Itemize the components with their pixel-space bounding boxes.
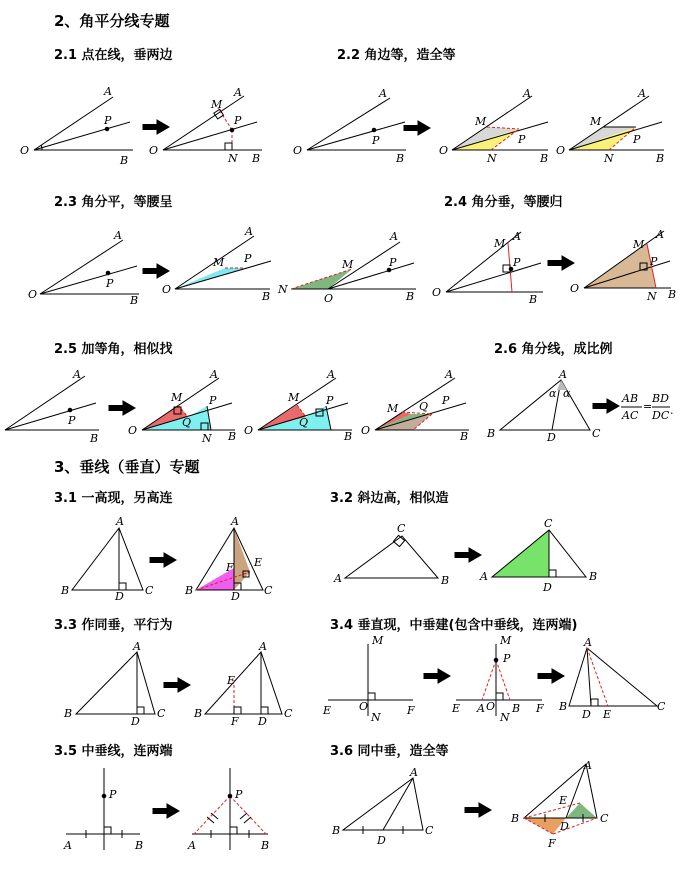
svg-text:D: D [377,834,386,847]
svg-text:O: O [556,144,566,157]
fig-2-2-c [569,96,664,150]
svg-text:E: E [323,704,332,717]
svg-text:A: A [114,229,122,242]
section-title-angle-bisector: 2、角平分线专题 [54,12,170,30]
svg-text:F: F [226,561,234,574]
svg-text:α: α [549,387,557,400]
svg-text:D: D [231,590,240,603]
svg-text:P: P [326,394,334,407]
svg-text:BD: BD [652,392,669,405]
subsection-3-1: 3.1 一高现，另高连 [54,491,173,506]
svg-text:P: P [104,114,112,127]
svg-text:P: P [68,414,76,427]
svg-text:A: A [513,230,521,243]
svg-text:B: B [185,584,194,597]
svg-text:O: O [28,288,38,301]
arrow-icon [593,399,619,413]
fig-2-3-c [291,242,416,289]
svg-text:E: E [254,556,263,569]
svg-text:M: M [171,391,183,404]
svg-text:D: D [131,715,140,728]
svg-text:B: B [589,570,598,583]
svg-text:A: A [523,87,531,100]
svg-text:N: N [202,432,212,445]
subsection-3-4: 3.4 垂直现，中垂建(包含中垂线，连两端) [330,618,578,633]
svg-text:A: A [245,225,253,238]
svg-text:D: D [543,581,552,594]
svg-text:B: B [228,430,237,443]
svg-text:A: A [477,702,485,715]
svg-text:B: B [130,294,139,307]
svg-text:B: B [252,152,261,165]
svg-text:O: O [439,144,449,157]
svg-text:O: O [570,282,580,295]
svg-text:AC: AC [622,409,639,422]
svg-text:A: A [559,368,567,381]
svg-text:O: O [149,144,159,157]
svg-text:M: M [494,237,506,250]
svg-text:D: D [547,431,556,444]
svg-text:E: E [227,674,236,687]
arrow-icon [424,669,450,683]
svg-text:F: F [407,704,415,717]
svg-text:N: N [647,290,657,303]
svg-text:B: B [90,432,99,445]
svg-text:M: M [372,634,384,647]
svg-text:C: C [657,700,666,713]
svg-text:A: A [480,570,488,583]
subsection-2-4: 2.4 角分垂，等腰归 [444,195,563,210]
svg-text:α: α [563,387,571,400]
svg-text:C: C [592,427,601,440]
svg-text:P: P [633,133,641,146]
svg-text:B: B [396,152,405,165]
svg-text:A: A [116,515,124,528]
svg-text:Q: Q [182,416,192,429]
svg-text:O: O [128,424,138,437]
svg-text:P: P [442,394,450,407]
svg-text:Q: Q [419,400,429,413]
svg-text:B: B [194,707,203,720]
svg-text:E: E [603,708,612,721]
svg-text:N: N [228,152,238,165]
svg-text:A: A [259,640,267,653]
arrow-icon [153,804,179,818]
fig-3-3-a [76,652,155,714]
svg-text:P: P [209,394,217,407]
arrow-icon [164,678,190,692]
subsection-2-5: 2.5 加等角，相似找 [54,342,173,357]
svg-text:F: F [231,715,239,728]
svg-text:A: A [584,759,592,772]
svg-text:P: P [513,256,521,269]
svg-text:C: C [145,584,154,597]
svg-text:A: A [334,572,342,585]
svg-text:D: D [115,590,124,603]
svg-text:P: P [650,255,658,268]
subsection-2-2: 2.2 角边等，造全等 [337,48,456,63]
svg-text:O: O [293,144,303,157]
svg-text:A: A [104,85,112,98]
fig-2-2-a [307,98,406,150]
svg-text:O: O [20,144,30,157]
svg-text:P: P [503,652,511,665]
svg-text:P: P [244,252,252,265]
svg-text:B: B [344,430,353,443]
svg-text:M: M [475,115,487,128]
svg-text:M: M [211,98,223,111]
fig-2-5-a [5,376,99,430]
svg-text:A: A [445,368,453,381]
fig-3-6-a [343,778,423,834]
subsection-2-3: 2.3 角分平，等腰呈 [54,195,173,210]
svg-text:.: . [670,404,674,417]
arrow-icon [538,669,564,683]
svg-text:O: O [486,700,496,713]
svg-text:B: B [460,430,469,443]
subsection-3-3: 3.3 作同垂，平行为 [54,618,173,633]
svg-text:A: A [231,515,239,528]
svg-text:P: P [235,788,243,801]
fig-3-5-b [192,768,268,850]
svg-text:M: M [500,634,512,647]
svg-text:N: N [371,711,381,724]
arrow-icon [404,121,430,135]
svg-text:B: B [512,702,521,715]
subsection-3-6: 3.6 同中垂，造全等 [330,744,449,759]
svg-text:B: B [656,152,665,165]
subsection-3-5: 3.5 中垂线，连两端 [54,744,173,759]
svg-text:A: A [188,839,196,852]
svg-text:A: A [133,640,141,653]
svg-text:N: N [278,283,288,296]
svg-text:B: B [120,154,129,167]
svg-text:B: B [529,293,538,306]
svg-text:M: M [633,238,645,251]
fig-2-3-a [40,240,139,294]
fig-3-5-a [66,768,140,850]
svg-text:B: B [668,288,677,301]
svg-text:M: M [288,391,300,404]
svg-text:A: A [64,839,72,852]
svg-text:B: B [135,839,144,852]
svg-text:M: M [387,402,399,415]
svg-text:B: B [406,290,415,303]
svg-text:N: N [604,152,614,165]
svg-text:C: C [157,707,166,720]
svg-text:C: C [397,522,406,535]
svg-text:F: F [536,702,544,715]
section-title-perpendicular: 3、垂线（垂直）专题 [54,458,200,476]
fig-3-1-b [196,528,263,590]
svg-text:P: P [389,256,397,269]
fig-3-2-a [345,535,438,578]
svg-text:D: D [560,820,569,833]
fig-2-2-b [452,96,548,150]
arrow-icon [455,548,481,562]
svg-text:C: C [264,584,273,597]
arrow-icon [465,803,491,817]
svg-text:D: D [582,708,591,721]
fig-3-4-a [328,644,413,716]
svg-text:M: M [213,256,225,269]
svg-text:O: O [359,700,369,713]
svg-text:O: O [361,424,371,437]
svg-text:C: C [544,517,553,530]
arrow-icon [109,401,135,415]
arrow-icon [150,553,176,567]
svg-text:A: A [210,368,218,381]
svg-text:B: B [511,812,520,825]
fig-3-3-b [205,652,282,714]
svg-text:AB: AB [622,392,639,405]
svg-text:D: D [258,715,267,728]
svg-text:B: B [487,427,496,440]
arrow-icon [143,120,169,134]
svg-text:A: A [390,230,398,243]
svg-text:M: M [342,258,354,271]
svg-text:N: N [500,711,510,724]
svg-text:B: B [61,584,70,597]
svg-text:A: A [73,368,81,381]
svg-text:E: E [452,702,461,715]
svg-text:B: B [262,290,271,303]
fig-3-4-c [569,648,657,706]
svg-text:P: P [518,133,526,146]
svg-text:B: B [540,152,549,165]
svg-text:P: P [372,134,380,147]
svg-text:O: O [324,292,334,305]
fig-2-1-a [34,97,133,150]
arrow-icon [548,256,574,270]
svg-text:B: B [559,700,568,713]
svg-text:Q: Q [299,416,309,429]
svg-text:P: P [106,277,114,290]
svg-text:=: = [643,400,653,413]
point-labels [20,85,676,852]
svg-text:A: A [234,86,242,99]
svg-text:A: A [584,636,592,649]
fig-3-1-a [72,528,143,590]
svg-text:P: P [109,788,117,801]
arrow-icon [143,264,169,278]
svg-text:C: C [284,707,293,720]
subsection-3-2: 3.2 斜边高，相似造 [330,491,449,506]
svg-text:A: A [327,368,335,381]
svg-text:B: B [441,574,450,587]
svg-text:O: O [162,283,172,296]
svg-text:P: P [234,114,242,127]
fig-3-4-b [456,644,542,716]
svg-text:B: B [261,839,270,852]
svg-text:A: A [656,228,664,241]
svg-text:A: A [638,87,646,100]
svg-text:DC: DC [652,409,670,422]
svg-text:B: B [332,824,341,837]
subsection-2-6: 2.6 角分线，成比例 [494,342,613,357]
fig-2-6 [500,380,590,430]
fig-3-2-b [492,530,586,577]
subsection-2-1: 2.1 点在线，垂两边 [54,48,173,63]
svg-text:F: F [548,837,556,850]
svg-text:C: C [425,824,434,837]
svg-text:O: O [244,424,254,437]
svg-text:A: A [379,87,387,100]
svg-text:A: A [410,766,418,779]
svg-text:O: O [432,286,442,299]
svg-text:M: M [590,115,602,128]
svg-text:N: N [487,152,497,165]
svg-text:C: C [600,812,609,825]
svg-text:B: B [64,707,73,720]
svg-text:E: E [559,794,568,807]
